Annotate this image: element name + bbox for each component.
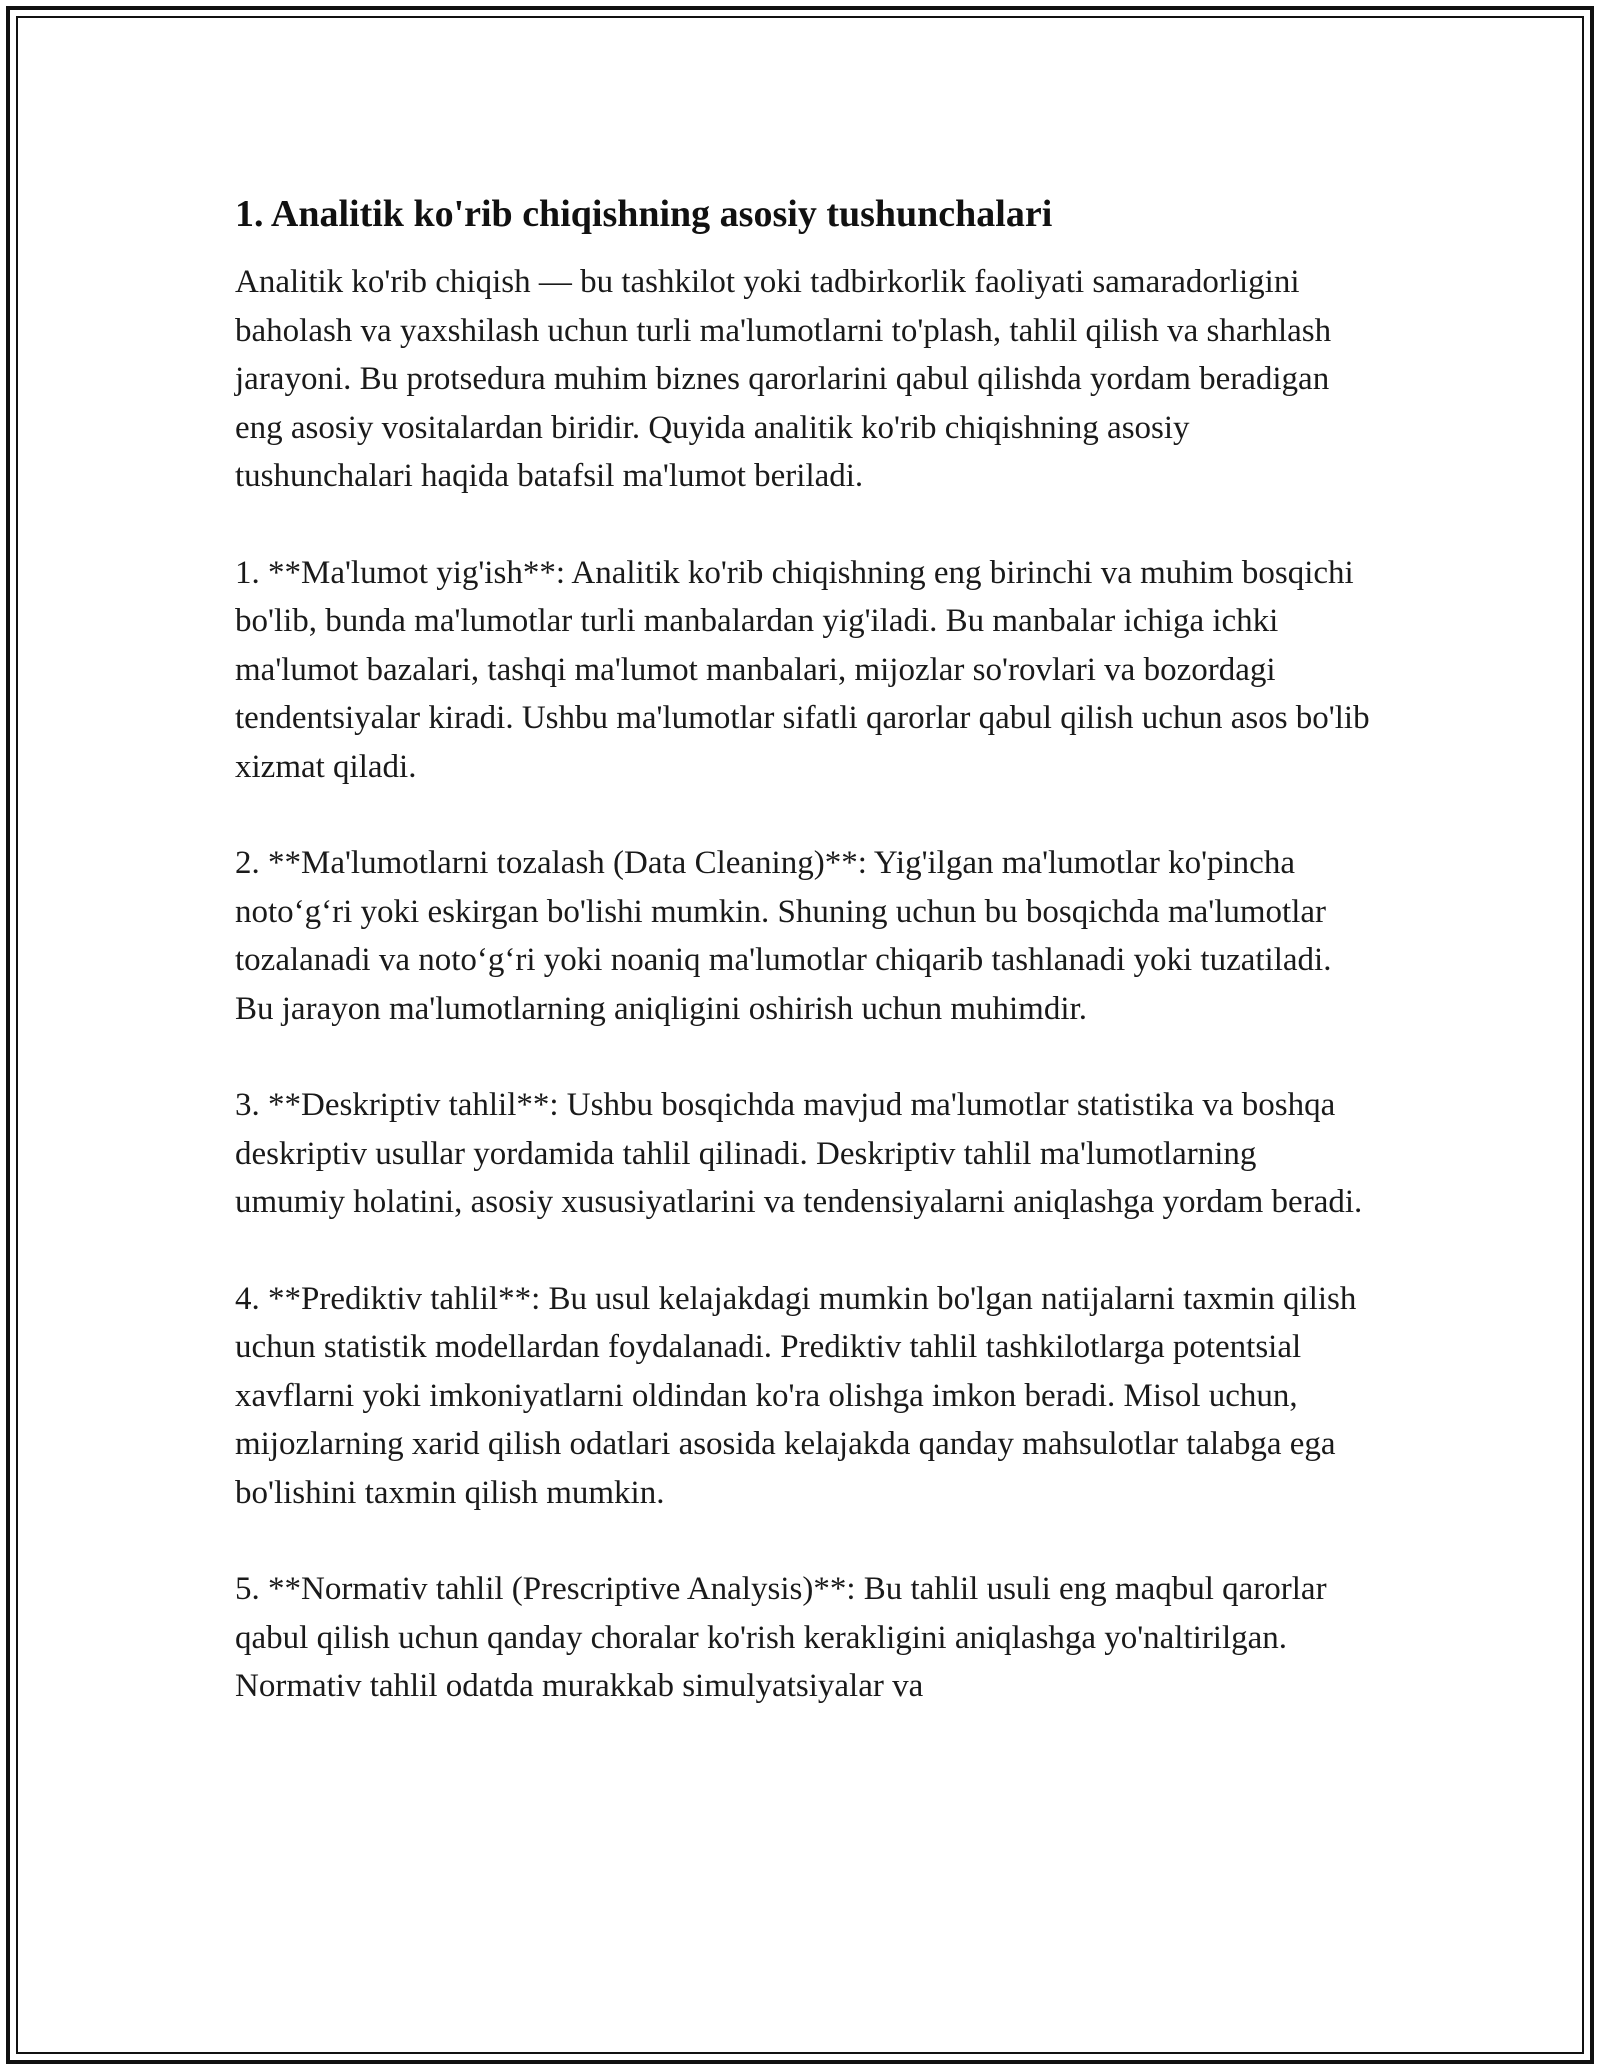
paragraph-predictive-analysis: 4. **Prediktiv tahlil**: Bu usul kelajakdagi mumkin bo'lgan natijalarni taxmin qilish uchun statistik modellardan foydalanadi. Prediktiv tahlil tashkilotlarga potentsial xavflarni yoki imkoniyatlarni oldindan ko'ra olishga imkon beradi. Misol uchun, mijozlarning xarid qilish odatlari asosida kelajakda qanday mahsulotlar talabga ega bo'lishini taxmin qilish mumkin. bbox=[235, 1280, 1357, 1511]
paragraph-prescriptive-analysis: 5. **Normativ tahlil (Prescriptive Analysis)**: Bu tahlil usuli eng maqbul qarorlar qabul qilish uchun qanday choralar ko'rish kerakligini aniqlashga yo'naltirilgan. Normativ tahlil odatda murakkab simulyatsiyalar va bbox=[235, 1571, 1327, 1704]
paragraph-data-cleaning: 2. **Ma'lumotlarni tozalash (Data Cleaning)**: Yig'ilgan ma'lumotlar ko'pincha noto‘g‘ri yoki eskirgan bo'lishi mumkin. Shuning uchun bu bosqichda ma'lumotlar tozalanadi va noto‘g‘ri yoki noaniq ma'lumotlar chiqarib tashlanadi yoki tuzatiladi. Bu jarayon ma'lumotlarning aniqligini oshirish uchun muhimdir. bbox=[235, 845, 1332, 1027]
paragraph-data-collection: 1. **Ma'lumot yig'ish**: Analitik ko'rib chiqishning eng birinchi va muhim bosqichi bo'lib, bunda ma'lumotlar turli manbalardan yig'iladi. Bu manbalar ichiga ichki ma'lumot bazalari, tashqi ma'lumot manbalari, mijozlar so'rovlari va bozordagi tendentsiyalar kiradi. Ushbu ma'lumotlar sifatli qarorlar qabul qilish uchun asos bo'lib xizmat qiladi. bbox=[235, 554, 1370, 785]
paragraph-descriptive-analysis: 3. **Deskriptiv tahlil**: Ushbu bosqichda mavjud ma'lumotlar statistika va boshqa deskriptiv usullar yordamida tahlil qilinadi. Deskriptiv tahlil ma'lumotlarning umumiy holatini, asosiy xususiyatlarini va tendensiyalarni aniqlashga yordam beradi. bbox=[235, 1087, 1363, 1220]
section-heading: 1. Analitik ko'rib chiqishning asosiy tushunchalari bbox=[235, 193, 1053, 235]
document-body bbox=[235, 190, 1370, 1759]
intro-paragraph: Analitik ko'rib chiqish — bu tashkilot yoki tadbirkorlik faoliyati samaradorligini baholash va yaxshilash uchun turli ma'lumotlarni to'plash, tahlil qilish va sharhlash jarayoni. Bu protsedura muhim biznes qarorlarini qabul qilishda yordam beradigan eng asosiy vositalardan biridir. Quyida analitik ko'rib chiqishning asosiy tushunchalari haqida batafsil ma'lumot beriladi. bbox=[235, 264, 1332, 494]
